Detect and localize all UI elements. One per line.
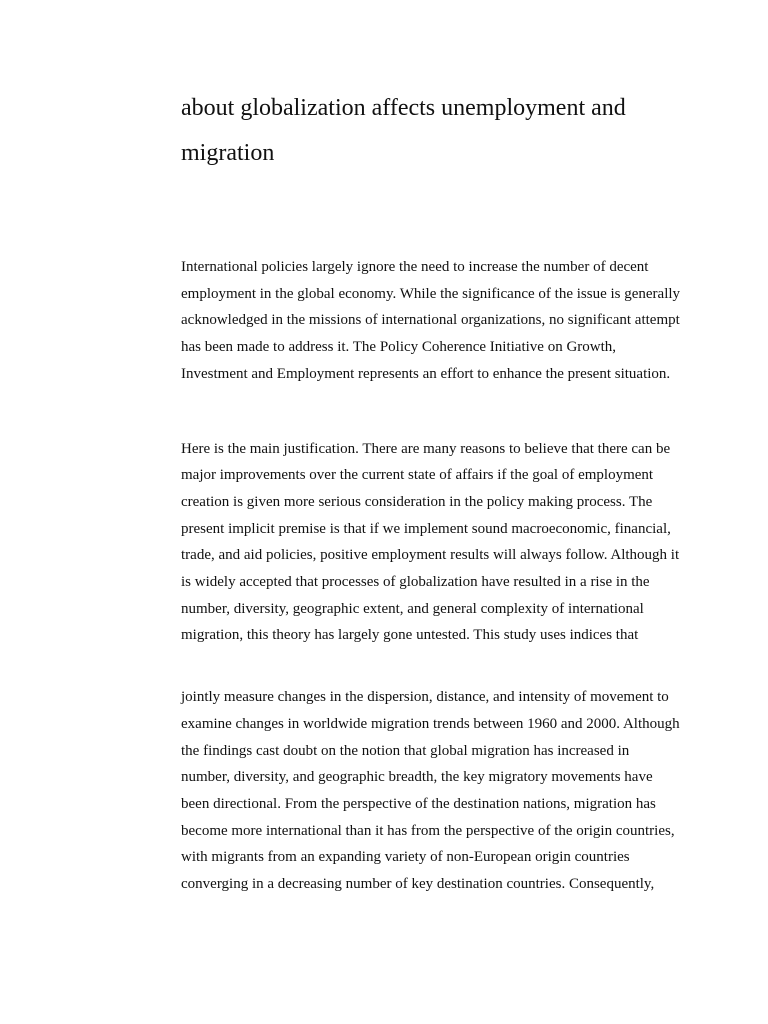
document-title: about globalization affects unemployment and migration (181, 95, 626, 166)
paragraph-3: jointly measure changes in the dispersion, distance, and intensity of movement to examine changes in worldwide migration trends between 1960 and 2000. Although the findings cast doubt on the notion that global migration has increased in number, diversity, and geographic breadth, the key migratory movements have been directional. From the perspective of the destination nations, migration has become more international than it has from the perspective of the origin countries, with migrants from an expanding variety of non-European origin countries converging in a decreasing number of key destination countries. Consequently, (181, 689, 680, 893)
paragraph-2: Here is the main justification. There are many reasons to believe that there can be major improvements over the current state of affairs if the goal of employment creation is given more serious consideration in the policy making process. The present implicit premise is that if we implement sound macroeconomic, financial, trade, and aid policies, positive employment results will always follow. Although it is widely accepted that processes of globalization have resulted in a rise in the number, diversity, geographic extent, and general complexity of international migration, this theory has largely gone untested. This study uses indices that (181, 440, 680, 644)
document-body (181, 86, 681, 898)
paragraph-1: International policies largely ignore the need to increase the number of decent employment in the global economy. While the significance of the issue is generally acknowledged in the missions of international organizations, no significant attempt has been made to address it. The Policy Coherence Initiative on Growth, Investment and Employment represents an effort to enhance the present situation. (181, 259, 681, 382)
